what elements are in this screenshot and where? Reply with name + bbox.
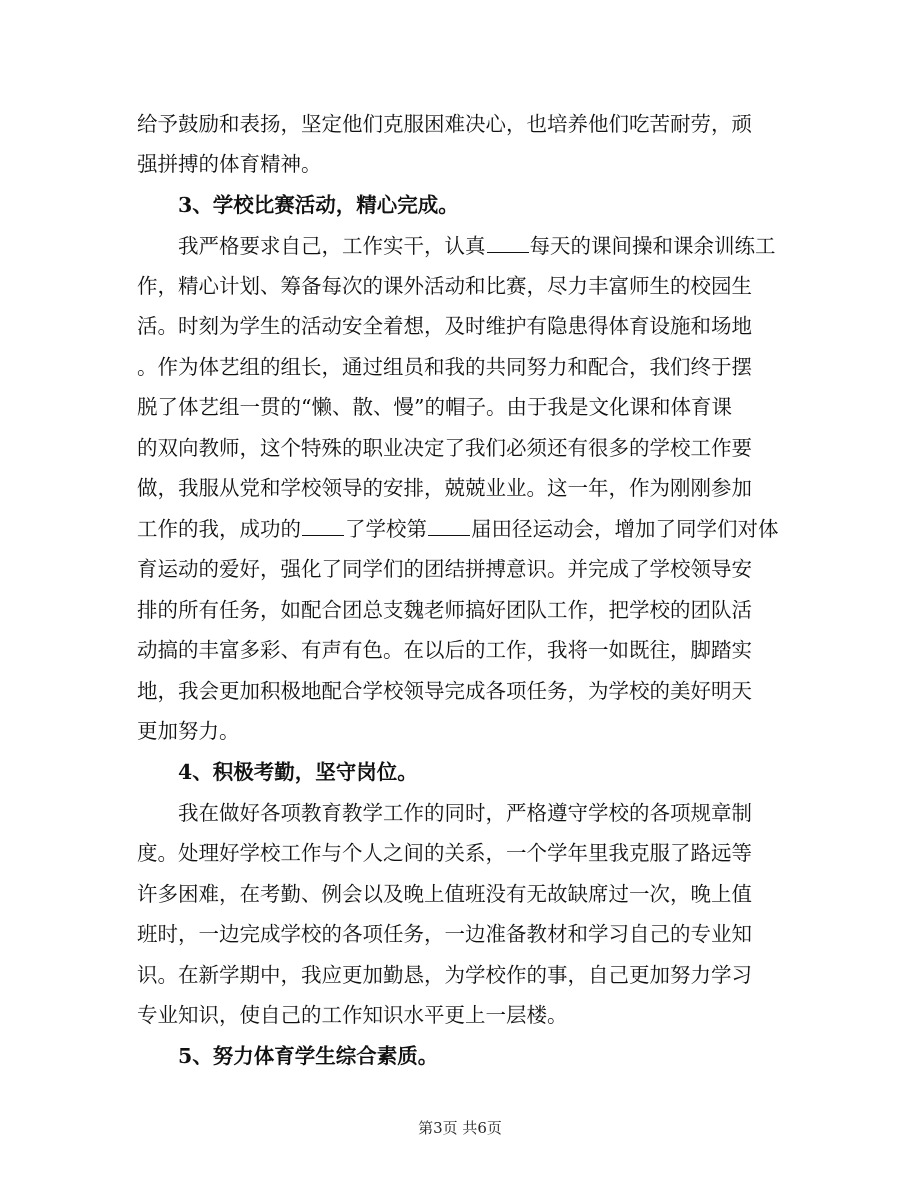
paragraph-line: 识。在新学期中，我应更加勤恳，为学校作的事，自己更加努力学习 <box>137 963 752 987</box>
page-number: 第3页 共6页 <box>418 1119 502 1137</box>
section-heading-3: 3、学校比赛活动，精心完成。 <box>178 193 459 217</box>
section-heading-4: 4、积极考勤，坚守岗位。 <box>178 760 418 784</box>
paragraph-line: 育运动的爱好，强化了同学们的团结拼搏意识。并完成了学校领导安 <box>137 557 752 581</box>
text-run: 了学校第 <box>345 517 427 541</box>
paragraph-line: 做，我服从党和学校领导的安排，兢兢业业。这一年，作为刚刚参加 <box>137 476 752 500</box>
paragraph-line: 度。处理好学校工作与个人之间的关系，一个学年里我克服了路远等 <box>137 841 752 865</box>
paragraph-line: 的双向教师，这个特殊的职业决定了我们必须还有很多的学校工作要 <box>137 436 752 460</box>
paragraph-line: 班时，一边完成学校的各项任务，一边准备教材和学习自己的专业知 <box>137 922 752 946</box>
paragraph-line <box>0 517 920 541</box>
paragraph-line: 更加努力。 <box>137 719 240 743</box>
paragraph-line <box>0 234 920 258</box>
paragraph-line: 动搞的丰富多彩、有声有色。在以后的工作，我将一如既往，脚踏实 <box>137 638 752 662</box>
paragraph-line: 专业知识，使自己的工作知识水平更上一层楼。 <box>137 1003 568 1027</box>
paragraph-line: 给予鼓励和表扬，坚定他们克服困难决心，也培养他们吃苦耐劳，顽 <box>137 112 752 136</box>
fill-blank <box>302 517 344 536</box>
paragraph-line: 我在做好各项教育教学工作的同时，严格遵守学校的各项规章制 <box>178 801 752 825</box>
text-run: 届田径运动会，增加了同学们对体 <box>471 517 779 541</box>
paragraph-line: 排的所有任务，如配合团总支魏老师搞好团队工作，把学校的团队活 <box>137 598 752 622</box>
paragraph-line: 活。时刻为学生的活动安全着想，及时维护有隐患得体育设施和场地 <box>137 314 752 338</box>
fill-blank <box>487 234 529 253</box>
paragraph-line: 。作为体艺组的组长，通过组员和我的共同努力和配合，我们终于摆 <box>137 355 752 379</box>
paragraph-line: 地，我会更加积极地配合学校领导完成各项任务，为学校的美好明天 <box>137 679 752 703</box>
fill-blank <box>428 517 470 536</box>
paragraph-line: 强拼搏的体育精神。 <box>137 152 322 176</box>
text-run: 每天的课间操和课余训练工 <box>529 234 776 258</box>
text-run: 工作的我，成功的 <box>137 517 301 541</box>
paragraph-line: 脱了体艺组一贯的“懒、散、慢”的帽子。由于我是文化课和体育课 <box>137 395 732 419</box>
section-heading-5: 5、努力体育学生综合素质。 <box>178 1044 439 1068</box>
paragraph-line: 许多困难，在考勤、例会以及晚上值班没有无故缺席过一次，晚上值 <box>137 882 752 906</box>
text-run: 我严格要求自己，工作实干，认真 <box>178 234 486 258</box>
paragraph-line: 作，精心计划、筹备每次的课外活动和比赛，尽力丰富师生的校园生 <box>137 274 752 298</box>
